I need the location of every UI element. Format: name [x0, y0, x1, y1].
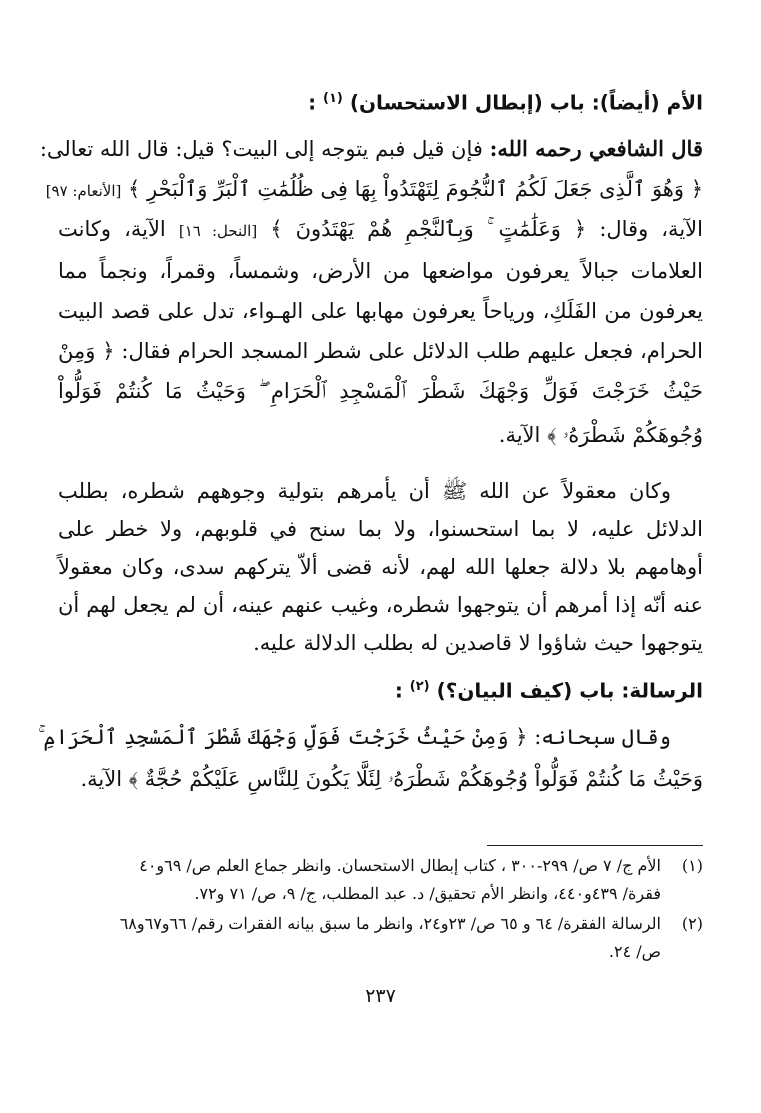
section-heading-umm — [308, 84, 703, 118]
text-span: أوهامهم بلا دلالة جعلها الله لهم، لأنه قضى ألاّ يتركهم سدى، وكان معقولاً — [58, 555, 703, 579]
footnote-2-line2 — [58, 940, 703, 964]
quran-verse: وَحَيْثُ مَا كُنتُمْ فَوَلُّواْ وُجُوهَكُمْ شَطْرَهُۥ لِئَلَّا يَكُونَ لِلنَّاسِ عَلَيْكُمْ حُجَّةٌ ﴾ — [128, 767, 703, 791]
text-span: يتوجهوا حيث شاؤوا لا قاصدين له بطلب الدلالة عليه. — [253, 631, 703, 655]
footnote-1-line1 — [58, 854, 703, 878]
text-span: الحرام، فجعل عليهم طلب الدلائل على شطر المسجد الحرام فقال: — [121, 339, 703, 363]
para1-line5 — [58, 296, 703, 328]
quran-verse: ﴿ وَمِنْ — [58, 339, 115, 363]
quran-verse: ﴿ وَعَلَٰمَٰتٍ ۚ وَبِٱلنَّجْمِ هُمْ يَهْتَدُونَ ﴾ — [270, 217, 587, 241]
footnote-ref-2: (٢) — [409, 679, 430, 694]
para2-line4 — [58, 590, 703, 622]
text-span: الآية، وقال: — [599, 217, 703, 241]
text-span: الآية. — [80, 767, 123, 791]
footnote-text: فقرة/ ٤٣٩و٤٤٠، وانظر الأم تحقيق/ د. عبد المطلب، ج/ ٩، ص/ ٧١ و٧٢. — [194, 884, 661, 903]
text-span: وقال سبحانه: — [534, 725, 671, 749]
verse-reference: [الأنعام: ٩٧] — [45, 182, 122, 200]
para2-line2 — [58, 514, 703, 546]
text-span: العلامات جبالاً يعرفون مواضعها من الأرض، وشمساً، وقمراً، ونجماً مما — [58, 259, 703, 283]
text-span: عنه أنّه إذا أمرهم أن يتوجهوا شطره، وغيب عنهم عينه، أن لم يجعل لهم أن — [58, 593, 703, 617]
footnote-ref-1: (١) — [323, 91, 343, 106]
quran-verse: وُجُوهَكُمْ شَطْرَهُۥ ﴾ — [547, 423, 703, 447]
para2-line3 — [58, 552, 703, 584]
text-span: أن يأمرهم بتولية وجوههم شطره، بطلب — [58, 479, 430, 503]
footnote-1-line2 — [58, 882, 703, 906]
para1-line2 — [45, 174, 703, 206]
footnote-number: (١) — [681, 856, 703, 875]
honorific-symbol: ﷺ — [441, 479, 468, 503]
shafii-attribution: قال الشافعي رحمه الله: — [489, 136, 703, 161]
text-span: يعرفون من الفَلَكِ، ورياحاً يعرفون مهابها على الهـواء، تدل على قصد البيت — [58, 299, 703, 323]
text-span: فإن قيل فبم يتوجه إلى البيت؟ قيل: قال الله تعالى: — [39, 137, 490, 161]
footnote-separator — [487, 845, 703, 846]
footnote-text: ص/ ٢٤. — [608, 942, 661, 961]
verse-reference: [النحل: ١٦] — [178, 222, 258, 240]
para2-line1 — [58, 476, 703, 508]
para1-line3 — [58, 214, 703, 246]
heading-text: الأم (أيضاً): باب (إبطال الاستحسان) — [349, 90, 703, 115]
para1-line8 — [58, 420, 703, 452]
para1-line4 — [58, 256, 703, 288]
section-heading-risala — [395, 672, 703, 706]
page-number: ٢٣٧ — [365, 985, 396, 1007]
text-span: الآية، وكانت — [58, 217, 166, 241]
para3-line2 — [58, 764, 703, 796]
text-span: الدلائل عليه، لا بما استحسنوا، ولا بما سنح في قلوبهم، ولا خطر على — [58, 517, 703, 541]
quran-verse: ﴿ وَمِنْ حَيْثُ خَرَجْتَ فَوَلِّ وَجْهَكَ شَطْرَ ٱلْمَسْجِدِ ٱلْحَرَامِ ۚ — [38, 725, 528, 749]
quran-verse: ﴿ وَهُوَ ٱلَّذِى جَعَلَ لَكُمُ ٱلنُّجُومَ لِتَهْتَدُواْ بِهَا فِى ظُلُمَٰتِ ٱلْبَرِّ وَٱلْبَحْرِ ﴾ — [128, 177, 703, 201]
text-span: وكان معقولاً عن الله — [479, 479, 671, 503]
heading-text: الرسالة: باب (كيف البيان؟) — [436, 678, 703, 703]
text-span: الآية. — [498, 423, 541, 447]
heading-colon: : — [394, 678, 403, 703]
heading-colon: : — [308, 90, 317, 115]
quran-verse: حَيْثُ خَرَجْتَ فَوَلِّ وَجْهَكَ شَطْرَ ٱلْمَسْجِدِ ٱلْحَرَامِ ۖ وَحَيْثُ مَا كُنتُمْ فَوَلُّواْ — [58, 379, 703, 403]
footnote-text: الرسالة الفقرة/ ٦٤ و ٦٥ ص/ ٢٣و٢٤، وانظر ما سبق بيانه الفقرات رقم/ ٦٦و٦٧و٦٨ — [119, 914, 661, 933]
para2-line5 — [58, 628, 703, 660]
footnote-number: (٢) — [681, 914, 703, 933]
para1-line1 — [39, 134, 703, 166]
footnote-2-line1 — [58, 912, 703, 936]
para1-line7 — [58, 376, 703, 408]
footnote-text: الأم ج/ ٧ ص/ ٢٩٩-٣٠٠ ، كتاب إبطال الاستحسان. وانظر جماع العلم ص/ ٦٩و٤٠ — [139, 856, 661, 875]
para3-line1 — [38, 722, 703, 754]
para1-line6 — [58, 336, 703, 368]
